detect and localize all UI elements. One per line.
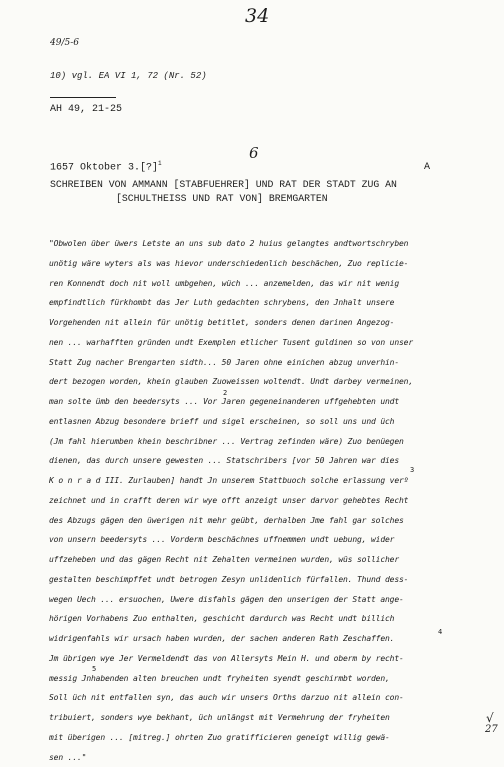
body-line-fn5 bbox=[49, 748, 449, 767]
body-line-text: K o n r a d III. Zurlauben] handt Jn unserem Stattbuoch solche erlassung verº bbox=[49, 476, 408, 485]
footnote-marker-5: 5 bbox=[92, 665, 96, 673]
ah-reference: AH 49, 21-25 bbox=[50, 104, 122, 115]
body-line-fn4 bbox=[49, 708, 449, 728]
body-line: widrigenfahls wir ursach haben wurden, der sachen anderen Rath Zeschaffen. bbox=[49, 629, 449, 649]
date-footnote-marker: 1 bbox=[158, 160, 162, 167]
body-line: wegen Uech ... ersuochen, Uwere disfahls gägen den unserigen der Statt ange- bbox=[49, 590, 449, 610]
body-line-text: man solte ümb den beedersyts ... Vor Jaren gegeneinanderen uffgehebten undt bbox=[49, 397, 399, 406]
date-line bbox=[50, 160, 162, 173]
body-line: "Obwolen über üwers Letste an uns sub dato 2 huius gelangtes andtwortschryben bbox=[49, 234, 449, 254]
body-line: empfindtlich fürkhombt das Jer Luth gedachten schrybens, den Jnhalt unsere bbox=[49, 293, 449, 313]
body-line-fn2 bbox=[49, 392, 449, 412]
footnote-marker-2: 2 bbox=[223, 389, 227, 397]
body-line: zeichnet und in crafft deren wir wye offt anzeigt unser darvor gehebtes Recht bbox=[49, 491, 449, 511]
footnote-marker-3: 3 bbox=[410, 466, 414, 474]
marker-a: A bbox=[424, 162, 430, 173]
page-number: 34 bbox=[245, 5, 269, 27]
body-line: Statt Zug nacher Brengarten sidth... 50 Jaren ohne einichen abzug unverhin- bbox=[49, 353, 449, 373]
title-line-2: [SCHULTHEISS UND RAT VON] BREMGARTEN bbox=[116, 193, 328, 204]
body-line: uffzeheben und das gägen Recht nit Zehalten vermeinen wurden, wüs sollicher bbox=[49, 550, 449, 570]
body-line: hörigen Vorhabens Zuo enthalten, geschicht dardurch was Recht undt billich bbox=[49, 609, 449, 629]
title-line-1: SCHREIBEN VON AMMANN [STABFUEHRER] UND RAT DER STADT ZUG AN bbox=[50, 179, 397, 190]
body-line-text: tribuiert, sonders wye bekhant, üch unlängst mit Vermehrung der fryheiten bbox=[49, 713, 390, 722]
body-line: entlasnen Abzug besondere brieff und sigel erscheinen, so soll uns und üch bbox=[49, 412, 449, 432]
body-line: unötig wäre wyters als was hievor underschiedenlich beschächen, Zuo replicie- bbox=[49, 254, 449, 274]
body-line: von unsern beedersyts ... Vorderm beschächnes uffnemmen undt uebung, wider bbox=[49, 530, 449, 550]
reference-code: 49/5-6 bbox=[50, 38, 79, 48]
body-line-fn3 bbox=[49, 471, 449, 491]
body-line-text: sen ..." bbox=[49, 753, 86, 762]
body-line: (Jm fahl hierumben khein beschribner ... Vertrag zefinden wäre) Zuo benüegen bbox=[49, 432, 449, 452]
body-line: gestalten beschimpffet undt betrogen Zesyn unlidenlich fürfallen. Thund dess- bbox=[49, 570, 449, 590]
footnote-10: 10) vgl. EA VI 1, 72 (Nr. 52) bbox=[50, 71, 207, 81]
date-text: 1657 Oktober 3.[?] bbox=[50, 162, 158, 173]
body-line: dienen, das durch unsere gewesten ... Statschribers [vor 50 Jahren war dies bbox=[49, 451, 449, 471]
footnote-marker-4: 4 bbox=[438, 628, 442, 636]
body-line: Vorgehenden nit allein für unötig betitlet, sonders denen darinen Angezog- bbox=[49, 313, 449, 333]
letter-body bbox=[49, 234, 449, 767]
body-line: mit überigen ... [mitreg.] ohrten Zuo gratifficieren geneigt willig gewä- bbox=[49, 728, 449, 748]
body-line: nen ... warhafften gründen undt Exemplen etlicher Tusent guldinen so von unser bbox=[49, 333, 449, 353]
body-line: ren Konnendt doch nit woll umbgehen, wüch ... anzemelden, das wir nit wenig bbox=[49, 274, 449, 294]
body-line: Jm übrigen wye Jer Vermeldendt das von Allersyts Mein H. und oberm by recht- bbox=[49, 649, 449, 669]
corner-page-count: 27 bbox=[485, 724, 498, 735]
document-number: 6 bbox=[249, 144, 259, 162]
separator-rule-top bbox=[50, 97, 116, 98]
body-line: des Abzugs gägen den üwerigen nit mehr geübt, derhalben Jme fahl gar solches bbox=[49, 511, 449, 531]
body-line: messig Jnhabenden alten breuchen undt fryheiten syendt geschirmbt worden, bbox=[49, 669, 449, 689]
body-line: dert bezogen worden, khein glauben Zuoweissen woltendt. Undt darbey vermeinen, bbox=[49, 372, 449, 392]
corner-check-mark: √ bbox=[486, 711, 494, 725]
body-line: Soll üch nit entfallen syn, das auch wir unsers Orths darzuo nit allein con- bbox=[49, 688, 449, 708]
